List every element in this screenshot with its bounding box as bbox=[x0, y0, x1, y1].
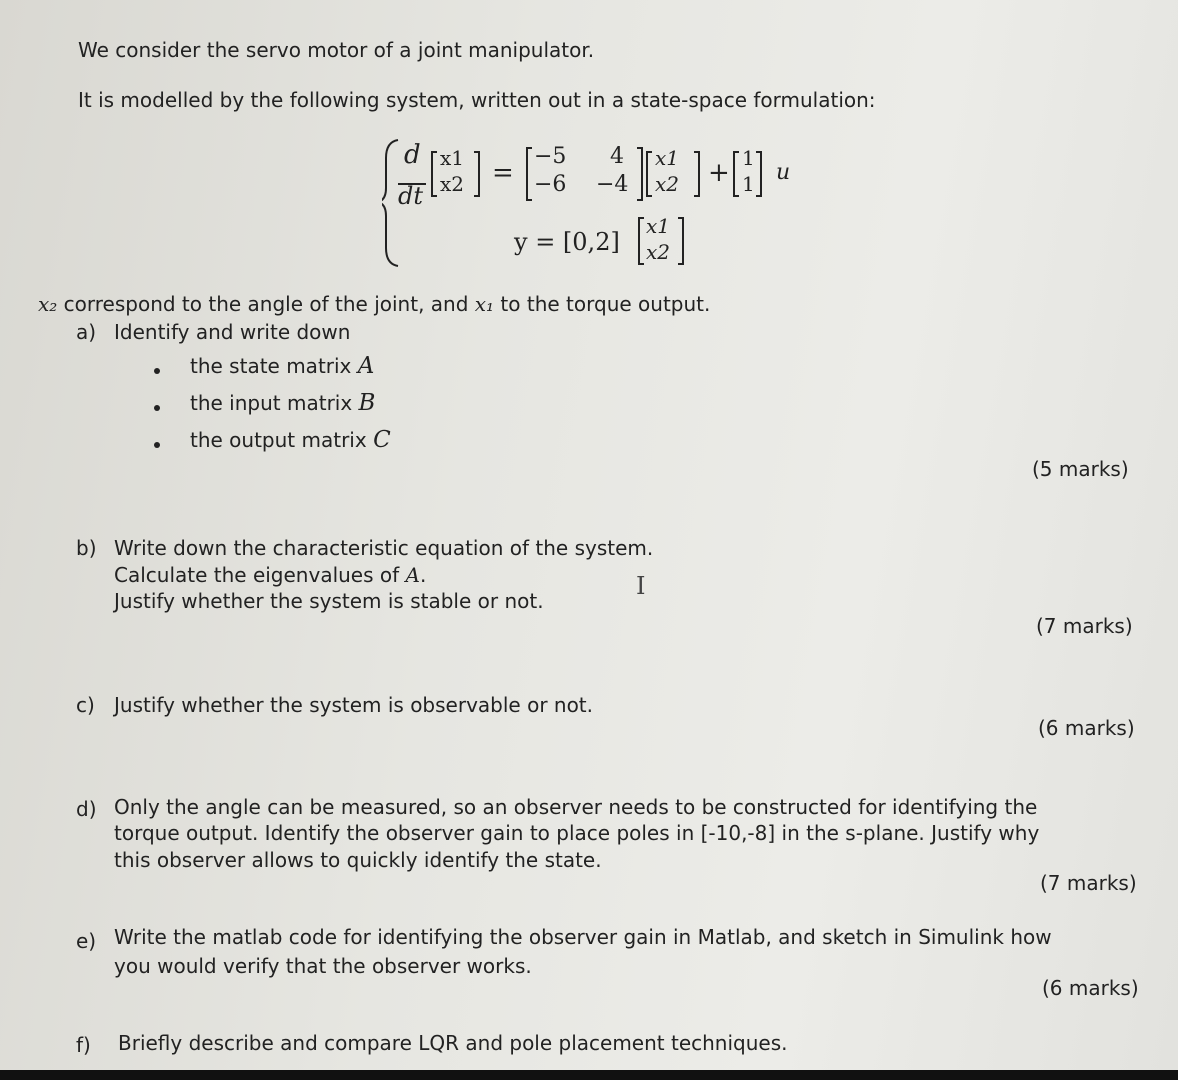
eq-y-output: y = [0,2] bbox=[514, 228, 620, 256]
x1-symbol: x₁ bbox=[474, 292, 495, 316]
eq-x1: x1 bbox=[440, 146, 465, 170]
correspond-text-1: correspond to the angle of the joint, and bbox=[57, 292, 475, 316]
eq-x1-b: x1 bbox=[655, 146, 680, 170]
eq-y-x2: x2 bbox=[646, 240, 671, 264]
eq-a21: −6 bbox=[534, 172, 567, 197]
part-f-text: Briefly describe and compare LQR and pole placement techniques. bbox=[118, 1031, 788, 1055]
eq-x2: x2 bbox=[440, 172, 465, 196]
eq-plus: + bbox=[708, 158, 730, 188]
part-d-line-2: torque output. Identify the observer gain to place poles in [-10,-8] in the s-plane. Justify why bbox=[114, 821, 1040, 845]
part-e-line-2: you would verify that the observer works. bbox=[114, 954, 532, 978]
part-b-label: b) bbox=[76, 536, 97, 560]
text-cursor-icon: I bbox=[636, 572, 646, 600]
intro-line-1: We consider the servo motor of a joint manipulator. bbox=[78, 38, 595, 62]
part-b-line-2: Calculate the eigenvalues of A. bbox=[114, 563, 427, 587]
eq-u: u bbox=[776, 160, 791, 185]
eq-dt: dt bbox=[398, 182, 424, 210]
eq-a12: 4 bbox=[610, 144, 624, 169]
part-c-marks: (6 marks) bbox=[1038, 716, 1135, 740]
eq-x2-b: x2 bbox=[655, 172, 680, 196]
eq-a11: −5 bbox=[534, 144, 567, 169]
part-a-marks: (5 marks) bbox=[1032, 457, 1129, 481]
part-b-line-3: Justify whether the system is stable or not. bbox=[114, 589, 544, 613]
eq-y-x1: x1 bbox=[646, 214, 671, 238]
part-d-label: d) bbox=[76, 797, 97, 821]
part-a-bullet-3: the output matrix C bbox=[190, 427, 391, 453]
eq-a22: −4 bbox=[596, 172, 629, 197]
bullet-dot bbox=[154, 368, 160, 374]
part-e-line-1: Write the matlab code for identifying the observer gain in Matlab, and sketch in Simulink how bbox=[114, 925, 1052, 949]
x2-symbol: x₂ bbox=[38, 292, 58, 316]
eq-b1: 1 bbox=[742, 146, 755, 170]
correspond-text-2: to the torque output. bbox=[494, 292, 711, 316]
screen-bottom-edge bbox=[0, 1070, 1178, 1080]
eq-b2: 1 bbox=[742, 172, 755, 196]
part-d-line-3: this observer allows to quickly identify the state. bbox=[114, 848, 602, 872]
part-a-label: a) bbox=[76, 320, 97, 344]
part-a-bullet-1: the state matrix A bbox=[190, 353, 375, 379]
part-b-line-1: Write down the characteristic equation of the system. bbox=[114, 536, 654, 560]
part-d-marks: (7 marks) bbox=[1040, 871, 1137, 895]
part-e-label: e) bbox=[76, 929, 97, 953]
state-correspondence bbox=[38, 292, 710, 316]
part-d-line-1: Only the angle can be measured, so an observer needs to be constructed for identifying the bbox=[114, 795, 1038, 819]
part-b-marks: (7 marks) bbox=[1036, 614, 1133, 638]
eq-d: d bbox=[404, 140, 421, 170]
state-space-equation bbox=[382, 138, 812, 268]
part-f-label: f) bbox=[76, 1033, 91, 1057]
bullet-dot bbox=[154, 442, 160, 448]
part-a-text: Identify and write down bbox=[114, 320, 351, 344]
part-c-text: Justify whether the system is observable or not. bbox=[114, 693, 594, 717]
eq-equals: = bbox=[492, 158, 514, 188]
part-c-label: c) bbox=[76, 693, 95, 717]
bullet-dot bbox=[154, 405, 160, 411]
part-a-bullet-2: the input matrix B bbox=[190, 390, 376, 416]
intro-line-2: It is modelled by the following system, written out in a state-space formulation: bbox=[78, 88, 876, 112]
part-e-marks: (6 marks) bbox=[1042, 976, 1139, 1000]
